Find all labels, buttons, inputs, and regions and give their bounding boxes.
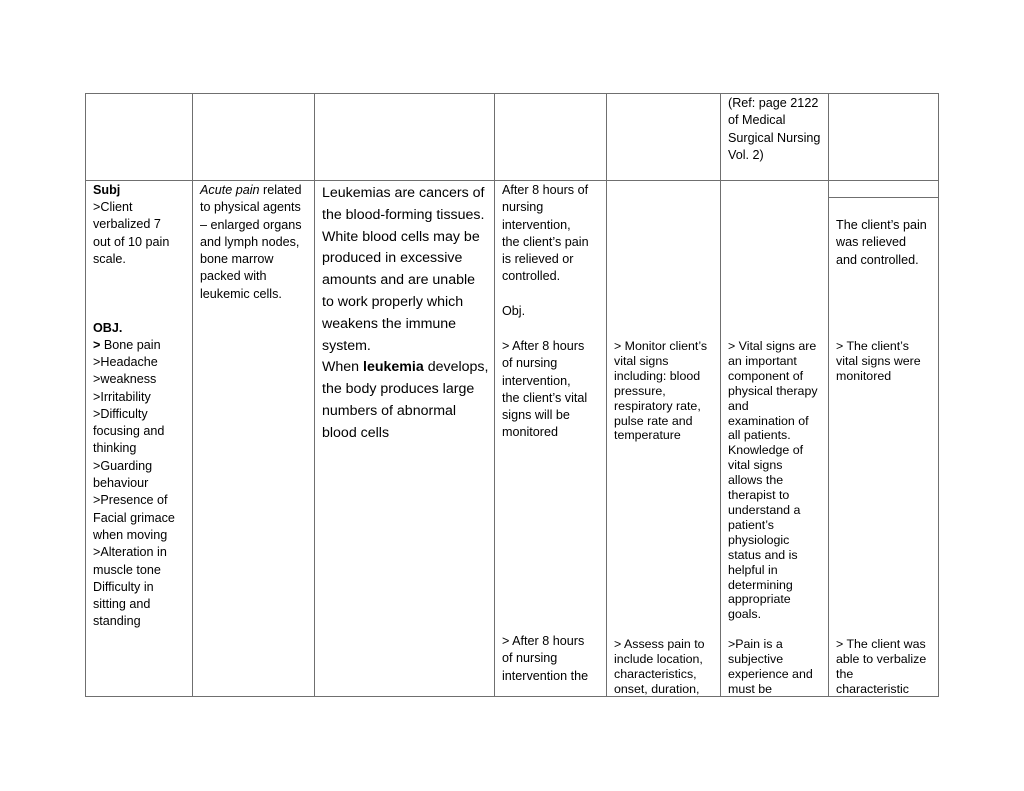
intervention-monitor-vitals: > Monitor client’s vital signs including: blood pressure, respiratory rate, pulse rate and temperature [614, 339, 708, 443]
evaluation-vitals-monitored: > The client’s vital signs were monitored [836, 339, 921, 383]
row-divider [85, 180, 939, 181]
column-divider [828, 93, 829, 697]
evaluation-pain-relieved: The client’s pain was relieved and controlled. [836, 218, 927, 267]
nursing-diagnosis: Acute pain related to physical agents – enlarged organs and lymph nodes, bone marrow packed with leukemic cells. [200, 183, 302, 301]
objective-subjective-goal: After 8 hours of nursing intervention, the client’s pain is relieved or controlled. [502, 183, 589, 284]
rationale-vital-signs: > Vital signs are an important component of physical therapy and examination of all patients. Knowledge of vital signs allows the therapist to understand a patient’s physiologic status and is helpful in determining appropriate goals. [728, 339, 818, 622]
evaluation-subrow-top [828, 197, 939, 198]
reference-note: (Ref: page 2122 of Medical Surgical Nursing Vol. 2) [728, 96, 821, 162]
objective-vital-signs: > After 8 hours of nursing intervention, the client’s vital signs will be monitored [502, 339, 588, 440]
column-divider [494, 93, 495, 697]
table-right-border [938, 93, 939, 697]
column-divider [314, 93, 315, 697]
column-divider [720, 93, 721, 697]
column-divider [606, 93, 607, 697]
subjective-data: >Client verbalized 7 out of 10 pain scale. [93, 200, 170, 266]
table-top-border [85, 93, 939, 94]
intervention-assess-pain: > Assess pain to include location, characteristics, onset, duration, [614, 637, 705, 696]
objective-cues: >Headache >weakness >Irritability >Difficulty focusing and thinking >Guarding behaviour >Presence of Facial grimace when moving >Alteration in muscle tone Difficulty in sitting and standing [93, 355, 175, 629]
evaluation-pain-verbalized: > The client was able to verbalize the characteristic [836, 637, 927, 696]
table-left-border [85, 93, 86, 697]
objectives-obj-label: Obj. [502, 304, 526, 318]
objective-first-cue: > Bone pain [93, 338, 161, 352]
subjective-label: Subj [93, 183, 121, 197]
objective-pain-assessment: > After 8 hours of nursing intervention the [502, 634, 589, 683]
column-divider [192, 93, 193, 697]
objective-label: OBJ. [93, 321, 123, 335]
scientific-explanation: Leukemias are cancers of the blood-forming tissues. White blood cells may be produced in excessive amounts and are unable to work properly which weakens the immune system. When leukemia develops, the body produces large numbers of abnormal blood cells [322, 185, 489, 441]
rationale-pain: >Pain is a subjective experience and must be [728, 637, 813, 696]
